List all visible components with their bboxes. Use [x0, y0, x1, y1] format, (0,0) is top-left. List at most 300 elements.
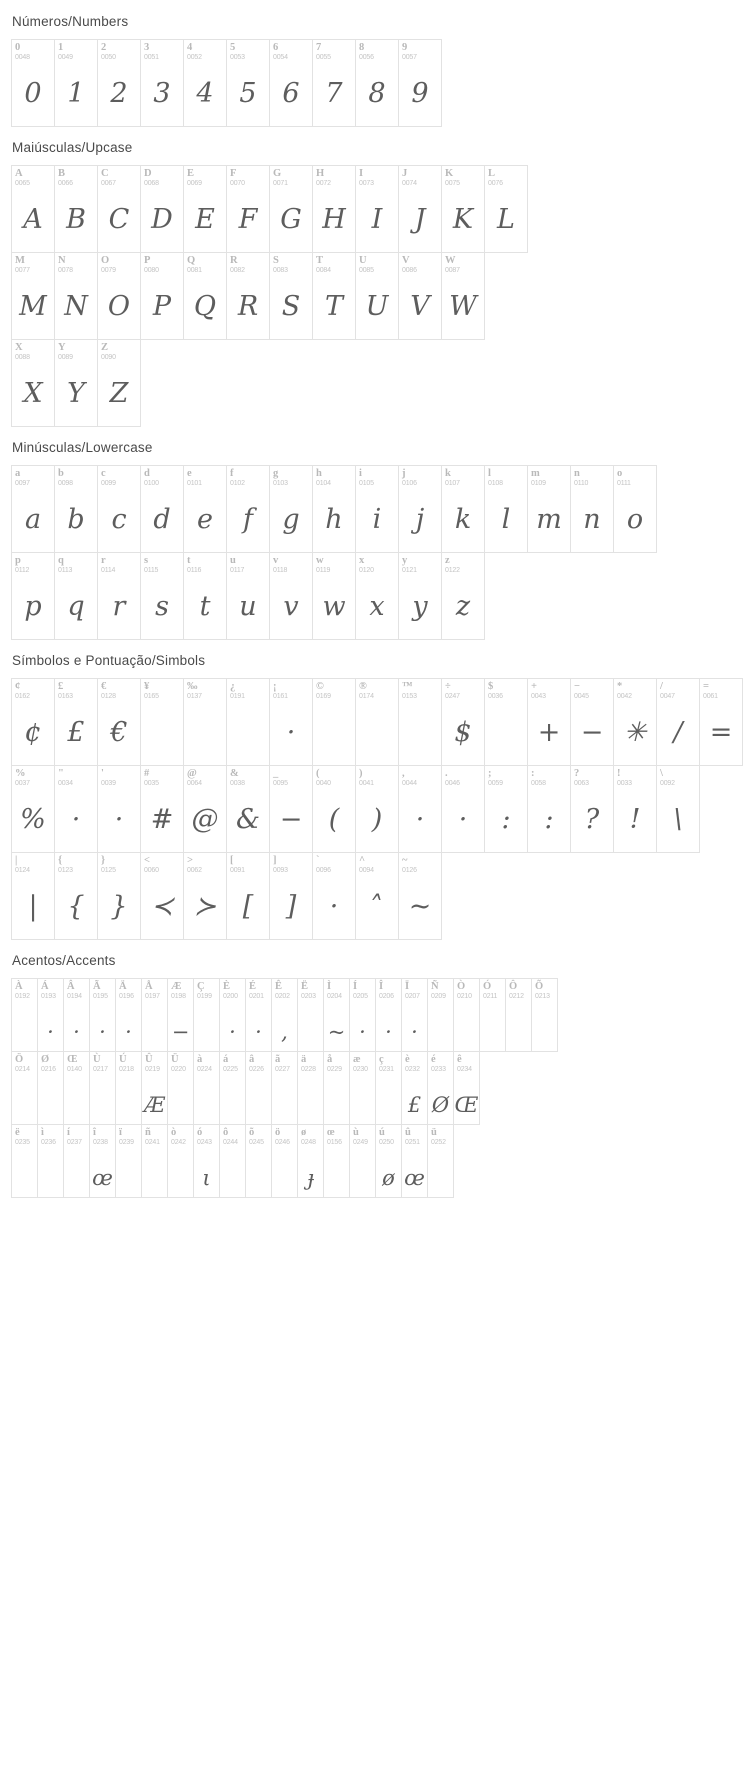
glyph-meta [55, 340, 97, 362]
glyph-cell[interactable] [398, 252, 442, 340]
glyph-code-label: 0068 [144, 180, 159, 187]
glyph-meta [227, 679, 269, 701]
glyph-cell[interactable] [312, 552, 356, 640]
glyph-cell[interactable] [441, 252, 485, 340]
glyph-cell[interactable] [355, 678, 399, 766]
glyph-cell[interactable] [269, 678, 313, 766]
glyph-cell[interactable] [401, 1051, 428, 1125]
glyph-meta [614, 679, 656, 701]
glyph-meta [194, 979, 219, 1001]
glyph-preview: y [412, 590, 428, 622]
glyph-code-label: 0065 [15, 180, 30, 187]
glyph-cell[interactable] [427, 1051, 454, 1125]
glyph-code-label: 0067 [101, 180, 116, 187]
glyph-code-label: 0053 [230, 54, 245, 61]
glyph-preview: M [19, 290, 47, 322]
glyph-cell[interactable] [89, 1051, 116, 1125]
glyph-code-label: 0047 [660, 693, 675, 700]
glyph-meta [356, 466, 398, 488]
glyph-cell[interactable] [323, 1051, 350, 1125]
glyph-preview: k [454, 503, 472, 535]
glyph-cell[interactable] [37, 1051, 64, 1125]
glyph-char-label: Ç [197, 981, 205, 992]
glyph-meta [657, 766, 699, 788]
glyph-cell[interactable] [11, 465, 55, 553]
glyph-code-label: 0033 [617, 780, 632, 787]
glyph-cell[interactable] [11, 39, 55, 127]
glyph-cell[interactable] [355, 252, 399, 340]
glyph-meta [55, 166, 97, 188]
glyph-cell[interactable] [570, 765, 614, 853]
glyph-preview: s [155, 590, 169, 622]
glyph-meta [350, 1052, 375, 1074]
glyph-cell[interactable] [97, 678, 141, 766]
glyph-cell[interactable] [484, 165, 528, 253]
glyph-cell[interactable] [63, 978, 90, 1052]
glyph-preview: q [67, 590, 85, 622]
glyph-cell[interactable] [375, 1124, 402, 1198]
glyph-code-label: 0058 [531, 780, 546, 787]
glyph-char-label: p [15, 555, 21, 566]
glyph-char-label: ì [41, 1127, 44, 1138]
glyph-preview: r [112, 590, 126, 622]
glyph-preview: ɟ [307, 1166, 314, 1190]
glyph-cell[interactable] [167, 978, 194, 1052]
glyph-preview [532, 1001, 557, 1063]
glyph-cell[interactable] [140, 39, 184, 127]
glyph-cell[interactable] [375, 978, 402, 1052]
glyph-cell[interactable] [97, 39, 141, 127]
glyph-cell[interactable] [219, 978, 246, 1052]
glyph-cell[interactable] [37, 1124, 64, 1198]
glyph-code-label: 0206 [379, 993, 394, 1000]
glyph-code-label: 0203 [301, 993, 316, 1000]
glyph-cell[interactable] [141, 978, 168, 1052]
glyph-cell[interactable] [479, 978, 506, 1052]
glyph-char-label: ) [359, 768, 363, 779]
glyph-char-label: F [230, 168, 237, 179]
glyph-cell[interactable] [54, 39, 98, 127]
glyph-char-label: ù [353, 1127, 359, 1138]
glyph-cell[interactable] [140, 552, 184, 640]
glyph-cell[interactable] [141, 1124, 168, 1198]
glyph-meta [399, 40, 441, 62]
glyph-cell[interactable] [89, 1124, 116, 1198]
glyph-code-label: 0088 [15, 354, 30, 361]
glyph-cell[interactable] [97, 252, 141, 340]
glyph-cell[interactable] [349, 1051, 376, 1125]
glyph-meta [220, 1125, 245, 1147]
glyph-preview [168, 1147, 193, 1209]
glyph-cell[interactable] [271, 1124, 298, 1198]
glyph-meta [356, 40, 398, 62]
glyph-cell[interactable] [140, 765, 184, 853]
glyph-meta [184, 766, 226, 788]
glyph-meta [350, 979, 375, 1001]
glyph-cell[interactable] [349, 1124, 376, 1198]
glyph-cell[interactable] [193, 1051, 220, 1125]
glyph-char-label: ` [316, 855, 320, 866]
glyph-preview: n [583, 503, 601, 535]
glyph-cell[interactable] [398, 852, 442, 940]
glyph-cell[interactable] [140, 252, 184, 340]
glyph-cell[interactable] [54, 465, 98, 553]
glyph-cell[interactable] [527, 678, 571, 766]
glyph-code-label: 0114 [101, 567, 116, 574]
glyph-preview: Q [193, 290, 217, 322]
glyph-meta [142, 1125, 167, 1147]
glyph-char-label: } [101, 855, 106, 866]
glyph-code-label: 0137 [187, 693, 202, 700]
glyph-meta [313, 853, 355, 875]
glyph-preview [272, 1147, 297, 1209]
glyph-char-label: 7 [316, 42, 322, 53]
glyph-char-label: Í [353, 981, 358, 992]
glyph-cell[interactable] [355, 552, 399, 640]
glyph-char-label: & [230, 768, 239, 779]
glyph-preview [350, 1147, 375, 1209]
glyph-cell[interactable] [312, 678, 356, 766]
glyph-code-label: 0045 [574, 693, 589, 700]
glyph-cell[interactable] [89, 978, 116, 1052]
glyph-row [11, 252, 661, 339]
glyph-cell[interactable] [269, 852, 313, 940]
glyph-preview [142, 1147, 167, 1209]
glyph-cell[interactable] [97, 852, 141, 940]
glyph-cell[interactable] [245, 1124, 272, 1198]
glyph-meta [313, 466, 355, 488]
glyph-code-label: 0212 [509, 993, 524, 1000]
glyph-cell[interactable] [323, 978, 350, 1052]
glyph-char-label: ^ [359, 855, 366, 866]
glyph-code-label: 0075 [445, 180, 460, 187]
glyph-cell[interactable] [398, 765, 442, 853]
glyph-char-label: v [273, 555, 279, 566]
glyph-cell[interactable] [441, 165, 485, 253]
glyph-meta [12, 166, 54, 188]
glyph-cell[interactable] [183, 252, 227, 340]
glyph-cell[interactable] [115, 978, 142, 1052]
glyph-cell[interactable] [37, 978, 64, 1052]
glyph-cell[interactable] [63, 1124, 90, 1198]
glyph-cell[interactable] [312, 765, 356, 853]
glyph-cell[interactable] [441, 765, 485, 853]
glyph-cell[interactable] [11, 552, 55, 640]
glyph-code-label: 0054 [273, 54, 288, 61]
glyph-cell[interactable] [219, 1124, 246, 1198]
glyph-code-label: 0112 [15, 567, 30, 574]
glyph-cell[interactable] [54, 765, 98, 853]
glyph-cell[interactable] [226, 465, 270, 553]
glyph-cell[interactable] [226, 552, 270, 640]
glyph-cell[interactable] [613, 765, 657, 853]
glyph-cell[interactable] [505, 978, 532, 1052]
glyph-cell[interactable] [183, 765, 227, 853]
glyph-cell[interactable] [183, 465, 227, 553]
glyph-cell[interactable] [11, 678, 55, 766]
glyph-cell[interactable] [398, 678, 442, 766]
glyph-code-label: 0072 [316, 180, 331, 187]
glyph-row [11, 978, 661, 1051]
glyph-char-label: Ù [93, 1054, 101, 1065]
glyph-char-label: ä [301, 1054, 307, 1065]
glyph-cell[interactable] [269, 552, 313, 640]
glyph-meta [98, 853, 140, 875]
glyph-cell[interactable] [97, 339, 141, 427]
glyph-cell[interactable] [11, 165, 55, 253]
glyph-code-label: 0140 [67, 1066, 82, 1073]
glyph-code-label: 0106 [402, 480, 417, 487]
glyph-preview: : [544, 803, 554, 835]
glyph-char-label: X [15, 342, 23, 353]
glyph-cell[interactable] [219, 1051, 246, 1125]
glyph-cell[interactable] [427, 978, 454, 1052]
glyph-preview: S [281, 290, 301, 322]
glyph-cell[interactable] [54, 339, 98, 427]
glyph-cell[interactable] [115, 1051, 142, 1125]
glyph-preview: I [371, 203, 383, 235]
glyph-cell[interactable] [484, 678, 528, 766]
glyph-meta [12, 766, 54, 788]
glyph-cell[interactable] [312, 852, 356, 940]
glyph-preview: z [455, 590, 471, 622]
glyph-cell[interactable] [269, 165, 313, 253]
glyph-meta [64, 1125, 89, 1147]
glyph-code-label: 0049 [58, 54, 73, 61]
glyph-cell[interactable] [398, 465, 442, 553]
glyph-preview: h [325, 503, 343, 535]
glyph-cell[interactable] [115, 1124, 142, 1198]
glyph-cell[interactable] [699, 678, 743, 766]
glyph-cell[interactable] [226, 252, 270, 340]
glyph-cell[interactable] [54, 165, 98, 253]
glyph-code-label: 0097 [15, 480, 30, 487]
glyph-char-label: ñ [145, 1127, 151, 1138]
glyph-meta [571, 466, 613, 488]
glyph-cell[interactable] [269, 252, 313, 340]
glyph-cell[interactable] [63, 1051, 90, 1125]
glyph-cell[interactable] [312, 465, 356, 553]
glyph-cell[interactable] [349, 978, 376, 1052]
glyph-char-label: É [249, 981, 257, 992]
glyph-code-label: 0125 [101, 867, 116, 874]
glyph-preview: Z [109, 377, 129, 409]
glyph-cell[interactable] [441, 552, 485, 640]
glyph-cell[interactable] [355, 165, 399, 253]
glyph-preview: ≺ [150, 890, 174, 922]
glyph-cell[interactable] [226, 39, 270, 127]
glyph-cell[interactable] [141, 1051, 168, 1125]
glyph-cell[interactable] [527, 465, 571, 553]
glyph-code-label: 0101 [187, 480, 202, 487]
glyph-cell[interactable] [613, 465, 657, 553]
glyph-cell[interactable] [527, 765, 571, 853]
glyph-cell[interactable] [226, 678, 270, 766]
glyph-cell[interactable] [140, 852, 184, 940]
glyph-char-label: è [405, 1054, 410, 1065]
glyph-cell[interactable] [297, 1124, 324, 1198]
glyph-cell[interactable] [531, 978, 558, 1052]
glyph-char-label: À [15, 981, 23, 992]
glyph-char-label: Å [145, 981, 153, 992]
glyph-char-label: k [445, 468, 451, 479]
glyph-preview [428, 1147, 453, 1209]
glyph-meta [313, 679, 355, 701]
glyph-meta [184, 553, 226, 575]
glyph-cell[interactable] [297, 1051, 324, 1125]
glyph-cell[interactable] [226, 852, 270, 940]
glyph-char-label: ¡ [273, 681, 277, 692]
glyph-cell[interactable] [226, 765, 270, 853]
glyph-cell[interactable] [441, 465, 485, 553]
glyph-cell[interactable] [398, 39, 442, 127]
glyph-cell[interactable] [297, 978, 324, 1052]
glyph-cell[interactable] [656, 678, 700, 766]
glyph-code-label: 0080 [144, 267, 159, 274]
glyph-preview: c [111, 503, 127, 535]
glyph-meta [376, 979, 401, 1001]
glyph-cell[interactable] [11, 339, 55, 427]
glyph-char-label: 8 [359, 42, 365, 53]
glyph-cell[interactable] [54, 552, 98, 640]
glyph-cell[interactable] [183, 552, 227, 640]
glyph-meta [402, 1052, 427, 1074]
glyph-meta [227, 766, 269, 788]
glyph-meta [184, 853, 226, 875]
glyph-cell[interactable] [167, 1051, 194, 1125]
glyph-code-label: 0220 [171, 1066, 186, 1073]
glyph-char-label: û [405, 1127, 411, 1138]
glyph-meta [98, 166, 140, 188]
glyph-meta [220, 979, 245, 1001]
glyph-char-label: Z [101, 342, 109, 353]
glyph-cell[interactable] [97, 465, 141, 553]
glyph-char-label: S [273, 255, 279, 266]
glyph-cell[interactable] [54, 678, 98, 766]
glyph-cell[interactable] [245, 978, 272, 1052]
glyph-code-label: 0062 [187, 867, 202, 874]
glyph-cell[interactable] [355, 465, 399, 553]
glyph-code-label: 0108 [488, 480, 503, 487]
glyph-cell[interactable] [167, 1124, 194, 1198]
glyph-cell[interactable] [312, 165, 356, 253]
glyph-cell[interactable] [140, 165, 184, 253]
glyph-cell[interactable] [484, 465, 528, 553]
glyph-code-label: 0153 [402, 693, 417, 700]
glyph-cell[interactable] [355, 852, 399, 940]
glyph-preview [141, 701, 183, 763]
glyph-cell[interactable] [11, 978, 38, 1052]
glyph-cell[interactable] [398, 165, 442, 253]
glyph-cell[interactable] [183, 39, 227, 127]
glyph-cell[interactable] [11, 1051, 38, 1125]
glyph-cell[interactable] [271, 1051, 298, 1125]
glyph-cell[interactable] [453, 978, 480, 1052]
glyph-cell[interactable] [427, 1124, 454, 1198]
glyph-cell[interactable] [193, 1124, 220, 1198]
glyph-cell[interactable] [656, 765, 700, 853]
glyph-cell[interactable] [570, 678, 614, 766]
glyph-preview: L [497, 203, 515, 235]
glyph-cell[interactable] [355, 765, 399, 853]
glyph-code-label: 0229 [327, 1066, 342, 1073]
glyph-cell[interactable] [375, 1051, 402, 1125]
glyph-cell[interactable] [183, 165, 227, 253]
glyph-preview: · [411, 1020, 418, 1044]
glyph-meta [324, 979, 349, 1001]
glyph-preview [12, 1147, 37, 1209]
glyph-preview [246, 1147, 271, 1209]
glyph-cell[interactable] [269, 765, 313, 853]
glyph-cell[interactable] [401, 1124, 428, 1198]
glyph-meta [12, 1052, 37, 1074]
glyph-cell[interactable] [484, 765, 528, 853]
glyph-cell[interactable] [323, 1124, 350, 1198]
glyph-cell[interactable] [11, 852, 55, 940]
glyph-preview: · [415, 803, 425, 835]
glyph-cell[interactable] [269, 39, 313, 127]
glyph-cell[interactable] [269, 465, 313, 553]
glyph-code-label: 0050 [101, 54, 116, 61]
glyph-cell[interactable] [11, 252, 55, 340]
glyph-cell[interactable] [54, 852, 98, 940]
glyph-cell[interactable] [271, 978, 298, 1052]
glyph-cell[interactable] [312, 39, 356, 127]
glyph-preview: b [67, 503, 85, 535]
glyph-meta [168, 1052, 193, 1074]
glyph-meta [614, 766, 656, 788]
glyph-cell[interactable] [54, 252, 98, 340]
glyph-char-label: ö [275, 1127, 281, 1138]
glyph-cell[interactable] [453, 1051, 480, 1125]
glyph-meta [399, 253, 441, 275]
glyph-meta [184, 253, 226, 275]
glyph-cell[interactable] [97, 765, 141, 853]
glyph-meta [184, 679, 226, 701]
glyph-cell[interactable] [183, 678, 227, 766]
glyph-cell[interactable] [97, 552, 141, 640]
glyph-cell[interactable] [613, 678, 657, 766]
glyph-cell[interactable] [441, 678, 485, 766]
glyph-code-label: 0194 [67, 993, 82, 1000]
glyph-cell[interactable] [312, 252, 356, 340]
glyph-cell[interactable] [11, 1124, 38, 1198]
glyph-meta [98, 766, 140, 788]
glyph-cell[interactable] [355, 39, 399, 127]
glyph-code-label: 0094 [359, 867, 374, 874]
glyph-meta [270, 166, 312, 188]
glyph-cell[interactable] [570, 465, 614, 553]
glyph-cell[interactable] [401, 978, 428, 1052]
glyph-preview [38, 1147, 63, 1209]
glyph-cell[interactable] [140, 678, 184, 766]
glyph-cell[interactable] [183, 852, 227, 940]
glyph-cell[interactable] [11, 765, 55, 853]
glyph-cell[interactable] [398, 552, 442, 640]
glyph-meta [356, 766, 398, 788]
glyph-code-label: 0197 [145, 993, 160, 1000]
glyph-cell[interactable] [226, 165, 270, 253]
glyph-cell[interactable] [97, 165, 141, 253]
glyph-meta [399, 853, 441, 875]
glyph-code-label: 0123 [58, 867, 73, 874]
glyph-preview: ? [584, 803, 600, 835]
glyph-cell[interactable] [140, 465, 184, 553]
glyph-cell[interactable] [193, 978, 220, 1052]
glyph-code-label: 0191 [230, 693, 245, 700]
glyph-cell[interactable] [245, 1051, 272, 1125]
glyph-char-label: ø [301, 1127, 307, 1138]
